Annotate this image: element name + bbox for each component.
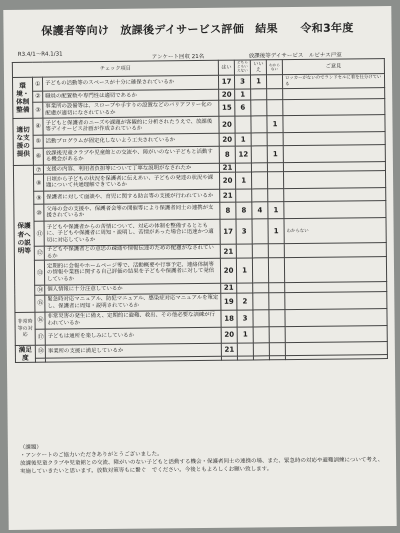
count-yes: 20 — [219, 116, 235, 133]
count-unknown — [267, 89, 283, 100]
row-text: 非常災害の発生に備え、定期的に避難、救出、その他必要な訓練が行われているか — [45, 310, 221, 329]
count-no — [251, 89, 267, 100]
row-number-label: ⑨ — [36, 194, 42, 202]
count-neither: 1 — [237, 327, 253, 343]
evaluation-sheet — [3, 6, 396, 530]
count-unknown — [267, 133, 283, 146]
count-unknown — [268, 258, 284, 283]
row-number — [35, 345, 45, 358]
row-number — [34, 260, 44, 285]
count-unknown — [267, 163, 283, 173]
count-neither: 6 — [235, 100, 251, 116]
row-comment — [285, 341, 387, 355]
count-yes: 21 — [221, 283, 237, 293]
row-number — [34, 247, 44, 261]
notes-line-1: ・アンケートのご協力いただきありがとうございました。 — [19, 451, 163, 459]
row-text: 子どもの活動等のスペースが十分に確保されているか — [42, 75, 218, 91]
category-label: 保護者への説明等 — [13, 165, 35, 312]
count-unknown: 1 — [267, 146, 283, 163]
row-text: 子どもと保護者のニーズや課題が客観的に分析されたうえで、放課後等デイサービス計画が作成されているか — [43, 116, 219, 135]
notes-section — [20, 441, 386, 477]
row-text: 父母の会の支援や、保護者会等の開催等により保護者同士の連携が支援されているか — [44, 203, 220, 222]
row-text — [45, 356, 221, 362]
count-neither — [237, 283, 253, 293]
row-number-label: ⑭ — [37, 286, 44, 294]
count-unknown — [268, 244, 284, 258]
row-number — [35, 358, 45, 363]
row-comment — [284, 188, 386, 202]
count-yes: 20 — [221, 327, 237, 343]
count-unknown: 1 — [267, 116, 283, 133]
count-neither: 3 — [235, 75, 251, 89]
facility-name: 放課後等デイサービス ルピナス戸室 — [248, 52, 342, 60]
row-comment — [284, 201, 386, 219]
row-text: 支援の内容、利用者負担等について丁寧な説明がなされたか — [43, 163, 219, 174]
row-text: 放課後児童クラブや児童館との交流や、障がいのない子どもと活動する機会があるか — [43, 146, 219, 165]
count-yes: 17 — [220, 220, 236, 245]
count-unknown — [267, 75, 283, 89]
count-neither: 12 — [235, 146, 251, 163]
row-comment — [283, 132, 385, 146]
row-number — [35, 285, 45, 294]
count-yes: 8 — [219, 146, 235, 163]
count-neither — [236, 244, 252, 258]
count-neither: 2 — [237, 293, 253, 310]
count-neither — [235, 163, 251, 173]
count-neither: 1 — [235, 89, 251, 100]
row-text: 子どもは通所を楽しみにしているか — [45, 327, 221, 345]
count-unknown — [269, 342, 285, 355]
row-comment — [285, 291, 387, 309]
count-neither: 1 — [236, 172, 252, 189]
row-number — [35, 312, 45, 329]
count-no — [253, 327, 269, 343]
count-unknown — [269, 309, 285, 326]
row-number — [33, 102, 43, 118]
row-text: 活動プログラムが固定化しないよう工夫されているか — [43, 133, 219, 148]
row-number-label: ⑤ — [35, 138, 42, 146]
count-yes: 20 — [219, 133, 235, 146]
category-label: 非常時等の対応 — [15, 312, 35, 345]
count-neither — [237, 343, 253, 356]
count-unknown — [269, 292, 285, 309]
row-number-label: ⑩ — [36, 209, 42, 217]
row-comment — [285, 325, 387, 342]
table-body — [12, 74, 387, 363]
row-comment — [283, 145, 385, 163]
row-number-label: ③ — [35, 106, 41, 114]
table-row — [14, 218, 386, 247]
count-no — [253, 283, 269, 293]
row-number — [33, 165, 43, 174]
header-item: チェック項目 — [12, 60, 218, 77]
count-no: 4 — [252, 202, 268, 219]
count-unknown: 1 — [268, 202, 284, 219]
row-comment — [283, 99, 385, 116]
row-number — [34, 222, 44, 247]
count-unknown — [268, 172, 284, 189]
row-number-label: ⑮ — [37, 299, 44, 307]
row-number-label: ④ — [35, 123, 41, 131]
count-unknown — [269, 283, 285, 293]
count-no — [253, 310, 269, 327]
row-text: 事業所の支援に満足しているか — [45, 343, 221, 358]
count-no: 1 — [251, 75, 267, 89]
row-comment: ロッカーがないのでランドセルに着を仕分けている — [283, 74, 385, 89]
count-unknown — [268, 189, 284, 202]
row-number-label: ⑯ — [37, 316, 44, 324]
count-no — [252, 244, 268, 258]
row-number-label: ⑥ — [35, 153, 42, 161]
category-label: 環境・体制整備 — [12, 77, 32, 118]
count-neither — [237, 356, 253, 361]
notes-heading: （課題） — [19, 444, 42, 451]
survey-period: R3.4/1～R4.1/31 — [17, 51, 63, 58]
count-neither: 1 — [236, 258, 252, 283]
row-text: 緊急時対応マニュアル、防犯マニュアル、感染症対応マニュアルを策定し、保護者に周知・説明されているか — [45, 293, 221, 312]
row-number — [34, 175, 44, 192]
count-unknown — [267, 100, 283, 116]
row-comment — [283, 115, 385, 133]
row-number-label: ⑪ — [36, 230, 43, 238]
row-text: 保護者に対して面談や、育児に関する助言等の支援が行われているか — [44, 190, 220, 205]
count-unknown — [269, 326, 285, 342]
row-number — [35, 295, 45, 312]
row-comment: わからない — [284, 218, 386, 244]
count-neither — [236, 189, 252, 202]
count-yes: 20 — [220, 173, 236, 190]
respondent-count: アンケート回収 21名 — [151, 53, 205, 61]
header-no: いいえ — [250, 60, 266, 75]
header-unknown: わからない — [266, 60, 282, 75]
row-comment — [284, 243, 386, 258]
count-yes — [221, 356, 237, 361]
row-text: 職員の配置数や専門性は適切であるか — [43, 89, 219, 102]
count-yes: 20 — [219, 89, 235, 100]
count-neither: 3 — [236, 219, 252, 244]
count-no — [253, 293, 269, 310]
count-no — [253, 356, 269, 361]
count-yes: 21 — [220, 245, 236, 259]
count-unknown: 1 — [268, 219, 284, 244]
row-text: 日頃から子どもの状況を保護者に伝えあい、子どもの発達の状況や課題について共通理解できているか — [44, 173, 220, 192]
row-number — [33, 135, 43, 148]
header-neither: どちらともいえない — [234, 60, 250, 75]
category-label: 満足度 — [15, 345, 35, 363]
row-number-label: ① — [35, 80, 41, 88]
count-no — [253, 343, 269, 356]
row-number — [33, 148, 43, 165]
row-comment — [284, 171, 386, 189]
count-yes: 18 — [221, 310, 237, 327]
count-yes: 17 — [219, 75, 235, 89]
row-number — [33, 118, 43, 135]
count-no — [252, 172, 268, 189]
count-neither: 8 — [236, 202, 252, 219]
count-neither: 3 — [237, 310, 253, 327]
row-number — [34, 192, 44, 205]
row-text: 個人情報に十分注意しているか — [45, 284, 221, 295]
count-yes: 20 — [220, 258, 236, 283]
row-text: 定期的に会報やホームページ等で、活動概要や行事予定、連絡体制等の情報や業務に関する自己評価の結果を子どもや保護者に対して発信しているか — [44, 259, 220, 286]
row-text: 子どもや保護者からの苦情について、対応の体制を整備するとともに、子どもや保護者に周知・説明し、苦情があった場合に迅速かつ適切に対応しているか — [44, 220, 220, 247]
row-comment — [285, 354, 387, 360]
row-number — [35, 329, 45, 345]
table-row — [14, 257, 386, 286]
count-yes: 21 — [221, 343, 237, 356]
row-number — [33, 91, 43, 102]
header-yes: はい — [218, 60, 234, 75]
count-no — [252, 258, 268, 283]
row-text: 事業所の設備等は、スロープや手すりの設置などのバリアフリー化の配慮が適切になされているか — [43, 100, 219, 118]
row-comment — [285, 308, 387, 326]
count-yes: 21 — [220, 190, 236, 203]
header-comment: ご意見 — [282, 59, 384, 75]
row-number-label: ⑫ — [36, 249, 43, 257]
category-label: 適切な支援の提供 — [13, 118, 33, 165]
row-number-label: ② — [35, 93, 41, 101]
row-number-label: ⑦ — [35, 166, 42, 174]
row-number — [34, 205, 44, 222]
count-no — [251, 133, 267, 146]
count-yes: 8 — [220, 203, 236, 220]
notes-line-2: 放課後児童クラブや児童館との交流、障がいのない子どもと活動する機会・保護者同士の連携の場、また、緊急時の対応や避難訓練について考え、実施していきたいと思います。放数対策等もに繋ぐ でください。今後ともよろしくお願い致します。 — [20, 457, 384, 475]
evaluation-table — [12, 58, 388, 363]
row-number-label: ⑱ — [37, 347, 44, 355]
count-no — [251, 116, 267, 133]
count-no — [251, 100, 267, 116]
row-number-label: ⑰ — [37, 333, 44, 341]
count-yes: 19 — [221, 293, 237, 310]
row-number — [32, 77, 42, 91]
count-no — [252, 189, 268, 202]
count-no — [251, 146, 267, 163]
count-yes: 15 — [219, 100, 235, 116]
row-comment — [284, 257, 386, 283]
row-text: 子どもや保護者との意思の疎通や情報伝達のための配慮がなされているか — [44, 245, 220, 261]
count-neither — [235, 116, 251, 133]
page-title: 保護者等向け 放課後デイサービス評価 結果 令和3年度 — [41, 21, 354, 38]
count-neither: 1 — [235, 133, 251, 146]
count-no — [251, 163, 267, 173]
count-yes: 21 — [219, 163, 235, 173]
count-no — [252, 219, 268, 244]
count-unknown — [269, 355, 285, 360]
row-number-label: ⑬ — [37, 269, 44, 277]
row-number-label: ⑧ — [36, 179, 42, 187]
